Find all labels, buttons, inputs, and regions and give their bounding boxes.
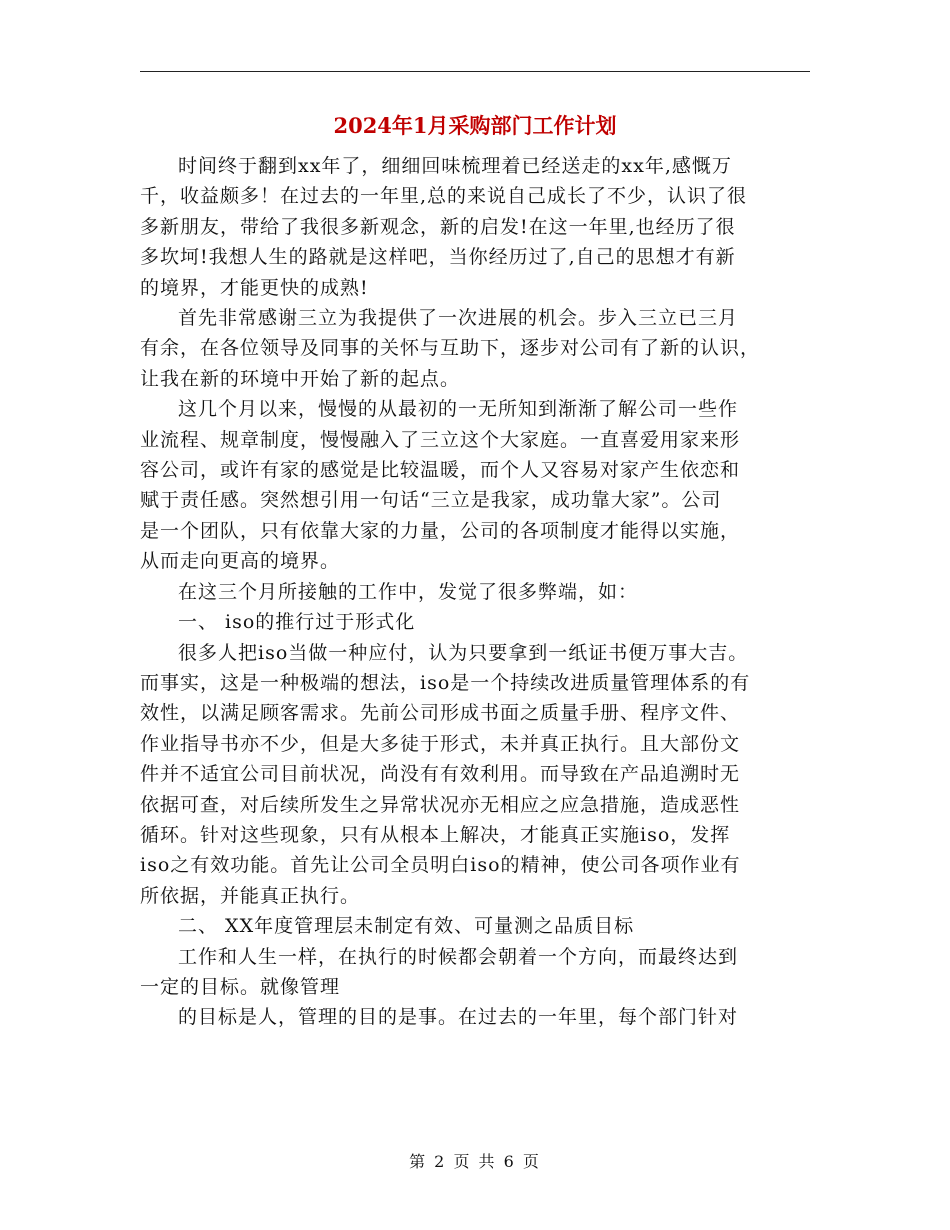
text-line: 很多人把iso当做一种应付，认为只要拿到一纸证书便万事大吉。 xyxy=(178,641,749,664)
text-line: 首先非常感谢三立为我提供了一次进展的机会。步入三立已三月 xyxy=(178,307,739,330)
text-line: 赋于责任感。突然想引用一句话“三立是我家，成功靠大家”。公司 xyxy=(140,489,722,512)
text-line: 一、 iso的推行过于形式化 xyxy=(178,611,416,634)
text-line: 作业指导书亦不少，但是大多徒于形式，未并真正执行。且大部份文 xyxy=(140,732,741,755)
text-line: 循环。针对这些现象，只有从根本上解决，才能真正实施iso，发挥 xyxy=(140,823,731,846)
text-line: 容公司，或许有家的感觉是比较温暖，而个人又容易对家产生依恋和 xyxy=(140,459,741,482)
paragraph xyxy=(140,151,810,303)
text-line: 业流程、规章制度，慢慢融入了三立这个大家庭。一直喜爱用家来形 xyxy=(140,428,741,451)
page-footer: 第 2 页 共 6 页 xyxy=(409,1152,541,1171)
paragraph xyxy=(140,911,810,941)
text-line: 而事实，这是一种极端的想法，iso是一个持续改进质量管理体系的有 xyxy=(140,671,751,694)
text-line: 这几个月以来，慢慢的从最初的一无所知到渐渐了解公司一些作 xyxy=(178,398,739,421)
text-line: 一定的目标。就像管理 xyxy=(140,975,341,998)
paragraph xyxy=(140,942,810,1003)
header-rule xyxy=(140,71,810,72)
text-line: 所依据，并能真正执行。 xyxy=(140,884,361,907)
text-line: 多新朋友，带给了我很多新观念，新的启发!在这一年里,也经历了很 xyxy=(140,215,736,238)
text-line: 二、 XX年度管理层未制定有效、可量测之品质目标 xyxy=(178,915,635,938)
text-line: 件并不适宜公司目前状况，尚没有有效利用。而导致在产品追溯时无 xyxy=(140,763,741,786)
paragraph xyxy=(140,638,810,912)
text-line: 时间终于翻到xx年了，细细回味梳理着已经送走的xx年,感慨万 xyxy=(178,155,732,177)
text-line: 千，收益颇多！在过去的一年里,总的来说自己成长了不少，认识了很 xyxy=(140,185,748,208)
paragraph xyxy=(140,577,810,607)
text-line: 有余，在各位领导及同事的关怀与互助下，逐步对公司有了新的认识， xyxy=(140,337,761,360)
paragraph xyxy=(140,394,810,576)
document-title: 2024年1月采购部门工作计划 xyxy=(333,113,617,138)
text-line: iso之有效功能。首先让公司全员明白iso的精神，使公司各项作业有 xyxy=(140,854,741,877)
text-line: 依据可查，对后续所发生之异常状况亦无相应之应急措施，造成恶性 xyxy=(140,793,741,816)
text-line: 是一个团队，只有依靠大家的力量，公司的各项制度才能得以实施， xyxy=(140,519,741,542)
text-line: 工作和人生一样，在执行的时候都会朝着一个方向，而最终达到 xyxy=(178,945,739,968)
text-line: 多坎坷!我想人生的路就是这样吧，当你经历过了,自己的思想才有新 xyxy=(140,246,736,269)
text-line: 从而走向更高的境界。 xyxy=(140,550,341,573)
text-line: 的境界，才能更快的成熟! xyxy=(140,276,369,299)
text-line: 在这三个月所接触的工作中，发觉了很多弊端，如： xyxy=(178,580,639,603)
text-line: 的目标是人，管理的目的是事。在过去的一年里，每个部门针对 xyxy=(178,1006,739,1029)
text-line: 让我在新的环境中开始了新的起点。 xyxy=(140,367,461,390)
paragraph xyxy=(140,303,810,394)
text-line: 效性，以满足顾客需求。先前公司形成书面之质量手册、程序文件、 xyxy=(140,702,741,725)
paragraph xyxy=(140,1002,810,1032)
document-body xyxy=(140,151,810,1033)
paragraph xyxy=(140,607,810,637)
